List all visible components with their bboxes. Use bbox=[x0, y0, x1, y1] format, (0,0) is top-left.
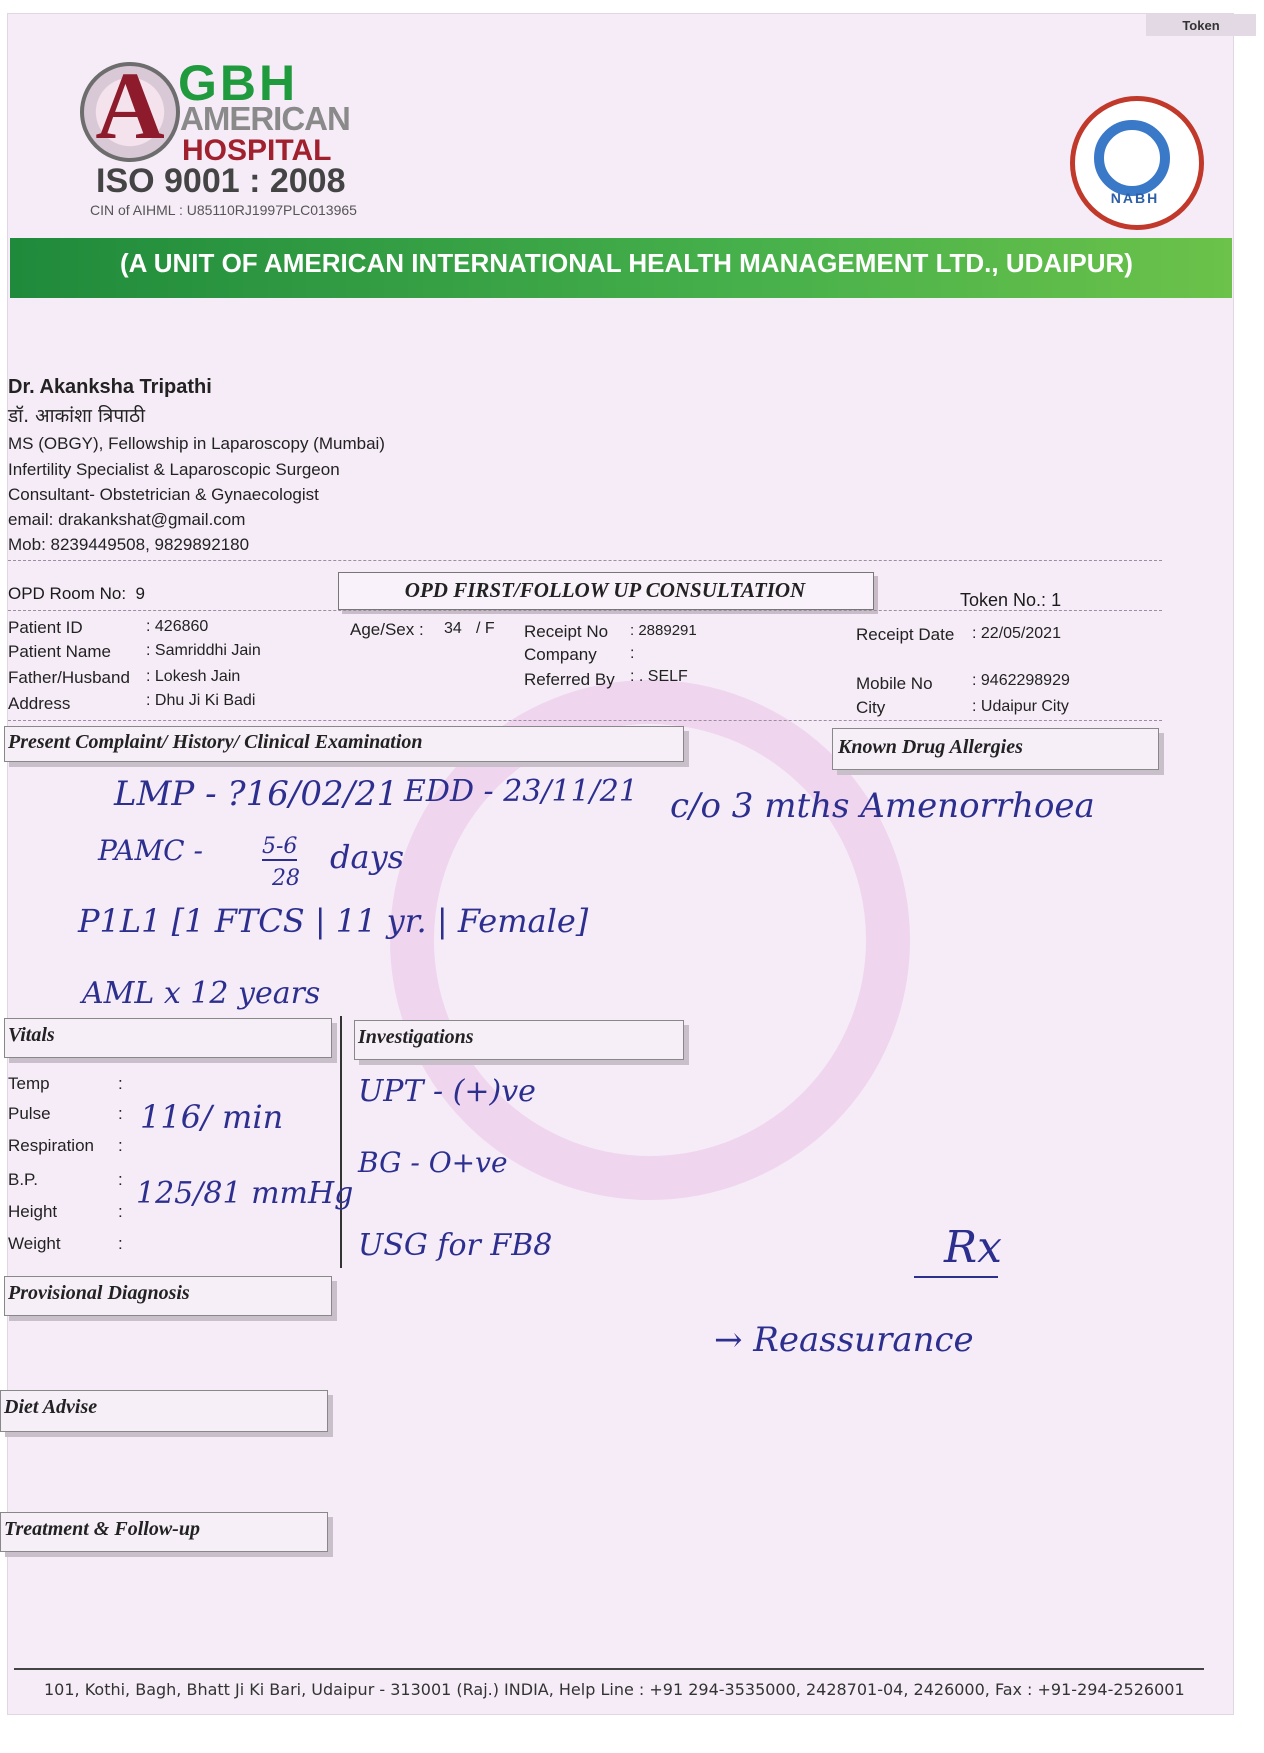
handwritten-obstetric-history: P1L1 [1 FTCS | 11 yr. | Female] bbox=[78, 902, 589, 940]
doctor-mobile: Mob: 8239449508, 9829892180 bbox=[8, 535, 250, 554]
handwritten-blood-group: BG - O+ve bbox=[358, 1146, 508, 1179]
handwritten-pamc-top: 5-6 bbox=[262, 834, 298, 859]
doctor-qualification: MS (OBGY), Fellowship in Laparoscopy (Mumbai) bbox=[8, 434, 385, 453]
temp-label: Temp bbox=[8, 1074, 50, 1093]
opd-title: OPD FIRST/FOLLOW UP CONSULTATION bbox=[404, 578, 806, 602]
opd-room-label: OPD Room No: 9 bbox=[8, 584, 146, 603]
guardian-label: Father/Husband bbox=[8, 668, 130, 687]
bp-separator: : bbox=[118, 1170, 123, 1189]
mobile-value: : 9462298929 bbox=[972, 672, 1070, 689]
pulse-separator: : bbox=[118, 1104, 123, 1123]
respiration-separator: : bbox=[118, 1136, 123, 1155]
handwritten-reassurance: → Reassurance bbox=[714, 1320, 974, 1360]
token-number-value: 1 bbox=[1051, 590, 1062, 610]
referred-by-label: Referred By bbox=[524, 670, 615, 689]
footer-address: 101, Kothi, Bagh, Bhatt Ji Ki Bari, Udaipur - 313001 (Raj.) INDIA, Help Line : +91 294-3535000, 2428701-04, 2426000, Fax : +91-294-2526001 bbox=[44, 1680, 1185, 1699]
weight-label: Weight bbox=[8, 1234, 61, 1253]
height-label: Height bbox=[8, 1202, 58, 1221]
handwritten-complaint: c/o 3 mths Amenorrhoea bbox=[670, 786, 1095, 826]
complaint-section-title: Present Complaint/ History/ Clinical Examination bbox=[8, 731, 423, 753]
token-number: Token No.: 1 bbox=[960, 590, 1062, 610]
unit-banner-text: (A UNIT OF AMERICAN INTERNATIONAL HEALTH MANAGEMENT LTD., UDAIPUR) bbox=[120, 248, 1133, 278]
cin-number: CIN of AIHML : U85110RJ1997PLC013965 bbox=[90, 202, 357, 218]
doctor-name-hindi: डॉ. आकांशा त्रिपाठी bbox=[8, 405, 146, 427]
height-separator: : bbox=[118, 1202, 123, 1221]
logo-mark: A bbox=[95, 52, 165, 159]
pulse-label: Pulse bbox=[8, 1104, 51, 1123]
token-tab: Token bbox=[1146, 14, 1256, 36]
diet-section-title: Diet Advise bbox=[4, 1396, 98, 1418]
company-value: : bbox=[630, 645, 635, 662]
bp-label: B.P. bbox=[8, 1170, 38, 1189]
city-label: City bbox=[856, 698, 886, 717]
nabh-label: NABH bbox=[1110, 190, 1160, 206]
address-value: : Dhu Ji Ki Badi bbox=[146, 692, 256, 709]
handwritten-pulse: 116/ min bbox=[140, 1098, 284, 1136]
divider bbox=[8, 560, 1162, 561]
age-sex-label: Age/Sex : bbox=[350, 620, 424, 639]
city-value: : Udaipur City bbox=[972, 698, 1069, 715]
logo-hospital: HOSPITAL bbox=[182, 134, 332, 167]
doctor-email: email: drakankshat@gmail.com bbox=[8, 510, 246, 529]
temp-separator: : bbox=[118, 1074, 123, 1093]
receipt-no-label: Receipt No bbox=[524, 622, 609, 641]
mobile-label: Mobile No bbox=[856, 674, 933, 693]
handwritten-pamc-bottom: 28 bbox=[272, 866, 300, 891]
vitals-section-title: Vitals bbox=[8, 1024, 55, 1046]
patient-id-label: Patient ID bbox=[8, 618, 83, 637]
age-value: 34 bbox=[444, 620, 462, 637]
investigations-section-title: Investigations bbox=[358, 1026, 474, 1048]
patient-name-label: Patient Name bbox=[8, 642, 111, 661]
treatment-section-title: Treatment & Follow-up bbox=[4, 1518, 200, 1540]
handwritten-bp: 125/81 mmHg bbox=[136, 1176, 354, 1211]
handwritten-aml: AML x 12 years bbox=[82, 976, 321, 1011]
receipt-no-value: : 2889291 bbox=[630, 622, 697, 639]
doctor-role: Consultant- Obstetrician & Gynaecologist bbox=[8, 485, 319, 504]
guardian-value: : Lokesh Jain bbox=[146, 668, 241, 685]
divider bbox=[8, 610, 1162, 611]
patient-name-value: : Samriddhi Jain bbox=[146, 642, 261, 659]
company-label: Company bbox=[524, 645, 597, 664]
logo-american: AMERICAN bbox=[180, 100, 350, 137]
handwritten-pamc: PAMC - bbox=[98, 834, 203, 867]
doctor-specialty: Infertility Specialist & Laparoscopic Surgeon bbox=[8, 460, 340, 479]
weight-separator: : bbox=[118, 1234, 123, 1253]
opd-room-value: 9 bbox=[135, 584, 146, 603]
handwritten-usg: USG for FB8 bbox=[358, 1228, 553, 1263]
doctor-name: Dr. Akanksha Tripathi bbox=[8, 376, 212, 398]
logo-brand: GBH bbox=[178, 55, 299, 111]
allergies-section-title: Known Drug Allergies bbox=[838, 736, 1023, 758]
respiration-label: Respiration bbox=[8, 1136, 94, 1155]
receipt-date-value: : 22/05/2021 bbox=[972, 625, 1061, 642]
footer-divider bbox=[14, 1668, 1204, 1670]
rx-underline bbox=[914, 1276, 998, 1278]
sex-value: / F bbox=[476, 620, 495, 637]
nabh-emblem-icon bbox=[1094, 120, 1170, 196]
handwritten-rx: Rx bbox=[944, 1222, 1002, 1273]
address-label: Address bbox=[8, 694, 71, 713]
handwritten-upt: UPT - (+)ve bbox=[358, 1074, 536, 1109]
vitals-divider-line bbox=[340, 1016, 342, 1268]
receipt-date-label: Receipt Date bbox=[856, 625, 955, 644]
handwritten-lmp: LMP - ?16/02/21 bbox=[114, 774, 399, 814]
iso-certification: ISO 9001 : 2008 bbox=[96, 162, 346, 200]
divider bbox=[8, 720, 1162, 721]
handwritten-edd: EDD - 23/11/21 bbox=[404, 774, 638, 809]
handwritten-pamc-days: days bbox=[330, 838, 405, 876]
patient-id-value: : 426860 bbox=[146, 618, 209, 635]
diagnosis-section-title: Provisional Diagnosis bbox=[8, 1282, 190, 1304]
referred-by-value: : . SELF bbox=[630, 668, 688, 685]
